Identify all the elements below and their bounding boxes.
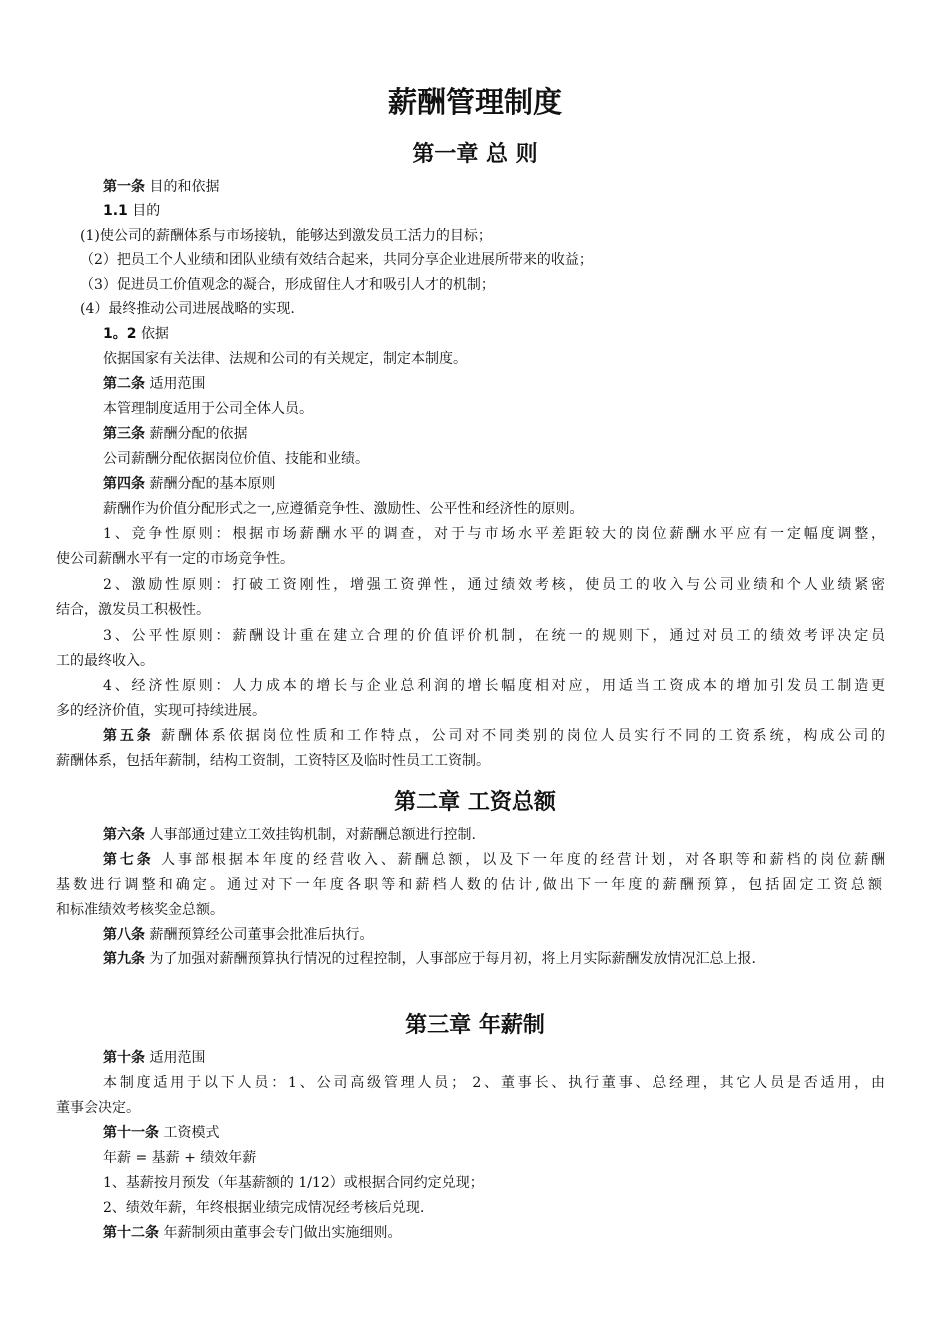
- article-9-text: 为了加强对薪酬预算执行情况的过程控制，人事部应于每月初，将上月实际薪酬发放情况汇总上报.: [149, 951, 756, 967]
- article-1: [103, 177, 933, 197]
- article-1-text: 目的和依据: [149, 179, 220, 195]
- article-5-heading: 第五条: [103, 728, 154, 744]
- salary-formula: 年薪 = 基薪 + 绩效年薪: [103, 1150, 257, 1166]
- applicability-line-1: 本制度适用于以下人员：1、公司高级管理人员； 2、董事长、执行董事、总经理，其它人员是否适用，由: [103, 1075, 885, 1091]
- article-4-text: 薪酬分配的基本原则: [149, 476, 276, 492]
- article-6: [103, 825, 933, 845]
- article-9-heading: 第九条: [103, 951, 145, 967]
- article-8-heading: 第八条: [103, 927, 145, 943]
- basis-text: 依据国家有关法律、法规和公司的有关规定，制定本制度。: [103, 351, 467, 367]
- article-6-text: 人事部通过建立工效挂钩机制，对薪酬总额进行控制.: [149, 827, 476, 843]
- purpose-item-2: （2）把员工个人业绩和团队业绩有效结合起来，共同分享企业进展所带来的收益；: [80, 252, 593, 268]
- article-3: [103, 424, 933, 444]
- article-11-text: 工资模式: [163, 1125, 220, 1141]
- article-7-line-2: 基数进行调整和确定。通过对下一年度各职等和薪档人数的估计,做出下一年度的薪酬预算，包括固定工资总额: [56, 877, 882, 893]
- scope-text: 本管理制度适用于公司全体人员。: [103, 401, 313, 417]
- principle-1-line-2: 使公司薪酬水平有一定的市场竞争性。: [56, 551, 294, 567]
- purpose-item-1: (1)使公司的薪酬体系与市场接轨，能够达到激发员工活力的目标；: [80, 228, 492, 244]
- principles-intro: 薪酬作为价值分配形式之一,应遵循竞争性、激励性、公平性和经济性的原则。: [103, 501, 584, 517]
- principle-2-line-1: 2、激励性原则：打破工资刚性，增强工资弹性，通过绩效考核，使员工的收入与公司业绩和个人业绩紧密: [103, 577, 885, 593]
- chapter-1-title: 第一章 总 则: [412, 142, 538, 167]
- section-1-1: [103, 201, 933, 221]
- section-1-1-number: 1.1: [103, 203, 128, 219]
- article-2: [103, 374, 933, 394]
- principle-4-line-1: 4、经济性原则：人力成本的增长与企业总利润的增长幅度相对应，用适当工资成本的增加引发员工制造更: [103, 678, 885, 694]
- chapter-3-title: 第三章 年薪制: [405, 1013, 545, 1038]
- article-8: [103, 925, 933, 945]
- article-2-heading: 第二条: [103, 376, 145, 392]
- principle-2-line-2: 结合，激发员工积极性。: [56, 602, 210, 618]
- article-5-line-2: 薪酬体系，包括年薪制，结构工资制，工资特区及临时性员工工资制。: [56, 753, 490, 769]
- article-12-heading: 第十二条: [103, 1225, 159, 1241]
- principle-4-line-2: 多的经济价值，实现可持续进展。: [56, 703, 266, 719]
- principle-3-line-1: 3、公平性原则：薪酬设计重在建立合理的价值评价机制，在统一的规则下，通过对员工的绩效考评决定员: [103, 628, 885, 644]
- purpose-item-3: （3）促进员工价值观念的凝合，形成留住人才和吸引人才的机制；: [80, 277, 495, 293]
- article-7-line-3: 和标准绩效考核奖金总额。: [56, 902, 224, 918]
- article-11-heading: 第十一条: [103, 1125, 159, 1141]
- article-7-text: 人事部根据本年度的经营收入、薪酬总额，以及下一年度的经营计划，对各职等和薪档的岗位薪酬: [161, 852, 886, 868]
- performance-salary-rule: 2、绩效年薪，年终根据业绩完成情况经考核后兑现.: [103, 1200, 425, 1216]
- section-1-2-number: 1。2: [103, 326, 137, 342]
- section-1-2: [103, 324, 933, 344]
- article-4: [103, 474, 933, 494]
- purpose-item-4: (4）最终推动公司进展战略的实现.: [80, 301, 295, 317]
- base-salary-rule: 1、基薪按月预发（年基薪额的 1/12）或根据合同约定兑现；: [103, 1175, 484, 1191]
- section-1-1-text: 目的: [132, 203, 161, 219]
- article-7-heading: 第七条: [103, 852, 154, 868]
- chapter-2-title: 第二章 工资总额: [394, 790, 556, 815]
- article-11: [103, 1123, 933, 1143]
- principle-1-line-1: 1、竞争性原则：根据市场薪酬水平的调查，对于与市场水平差距较大的岗位薪酬水平应有一定幅度调整，: [103, 526, 885, 542]
- article-12: [103, 1223, 933, 1243]
- article-7-line-1: [103, 850, 885, 870]
- article-5-line-1: [103, 726, 885, 746]
- article-8-text: 薪酬预算经公司董事会批准后执行。: [149, 927, 374, 943]
- article-12-text: 年薪制须由董事会专门做出实施细则。: [163, 1225, 402, 1241]
- document-title: 薪酬管理制度: [387, 85, 562, 119]
- article-1-heading: 第一条: [103, 179, 145, 195]
- article-2-text: 适用范围: [149, 376, 206, 392]
- distribution-basis-text: 公司薪酬分配依据岗位价值、技能和业绩。: [103, 451, 369, 467]
- article-6-heading: 第六条: [103, 827, 145, 843]
- article-10-heading: 第十条: [103, 1050, 145, 1066]
- applicability-line-2: 董事会决定。: [56, 1100, 140, 1116]
- article-10-text: 适用范围: [149, 1050, 206, 1066]
- article-9: [103, 949, 933, 969]
- article-3-heading: 第三条: [103, 426, 145, 442]
- section-1-2-text: 依据: [140, 326, 169, 342]
- article-10: [103, 1048, 933, 1068]
- article-3-text: 薪酬分配的依据: [149, 426, 248, 442]
- principle-3-line-2: 工的最终收入。: [56, 653, 154, 669]
- article-5-text: 薪酬体系依据岗位性质和工作特点，公司对不同类别的岗位人员实行不同的工资系统，构成公司的: [161, 728, 886, 744]
- article-4-heading: 第四条: [103, 476, 145, 492]
